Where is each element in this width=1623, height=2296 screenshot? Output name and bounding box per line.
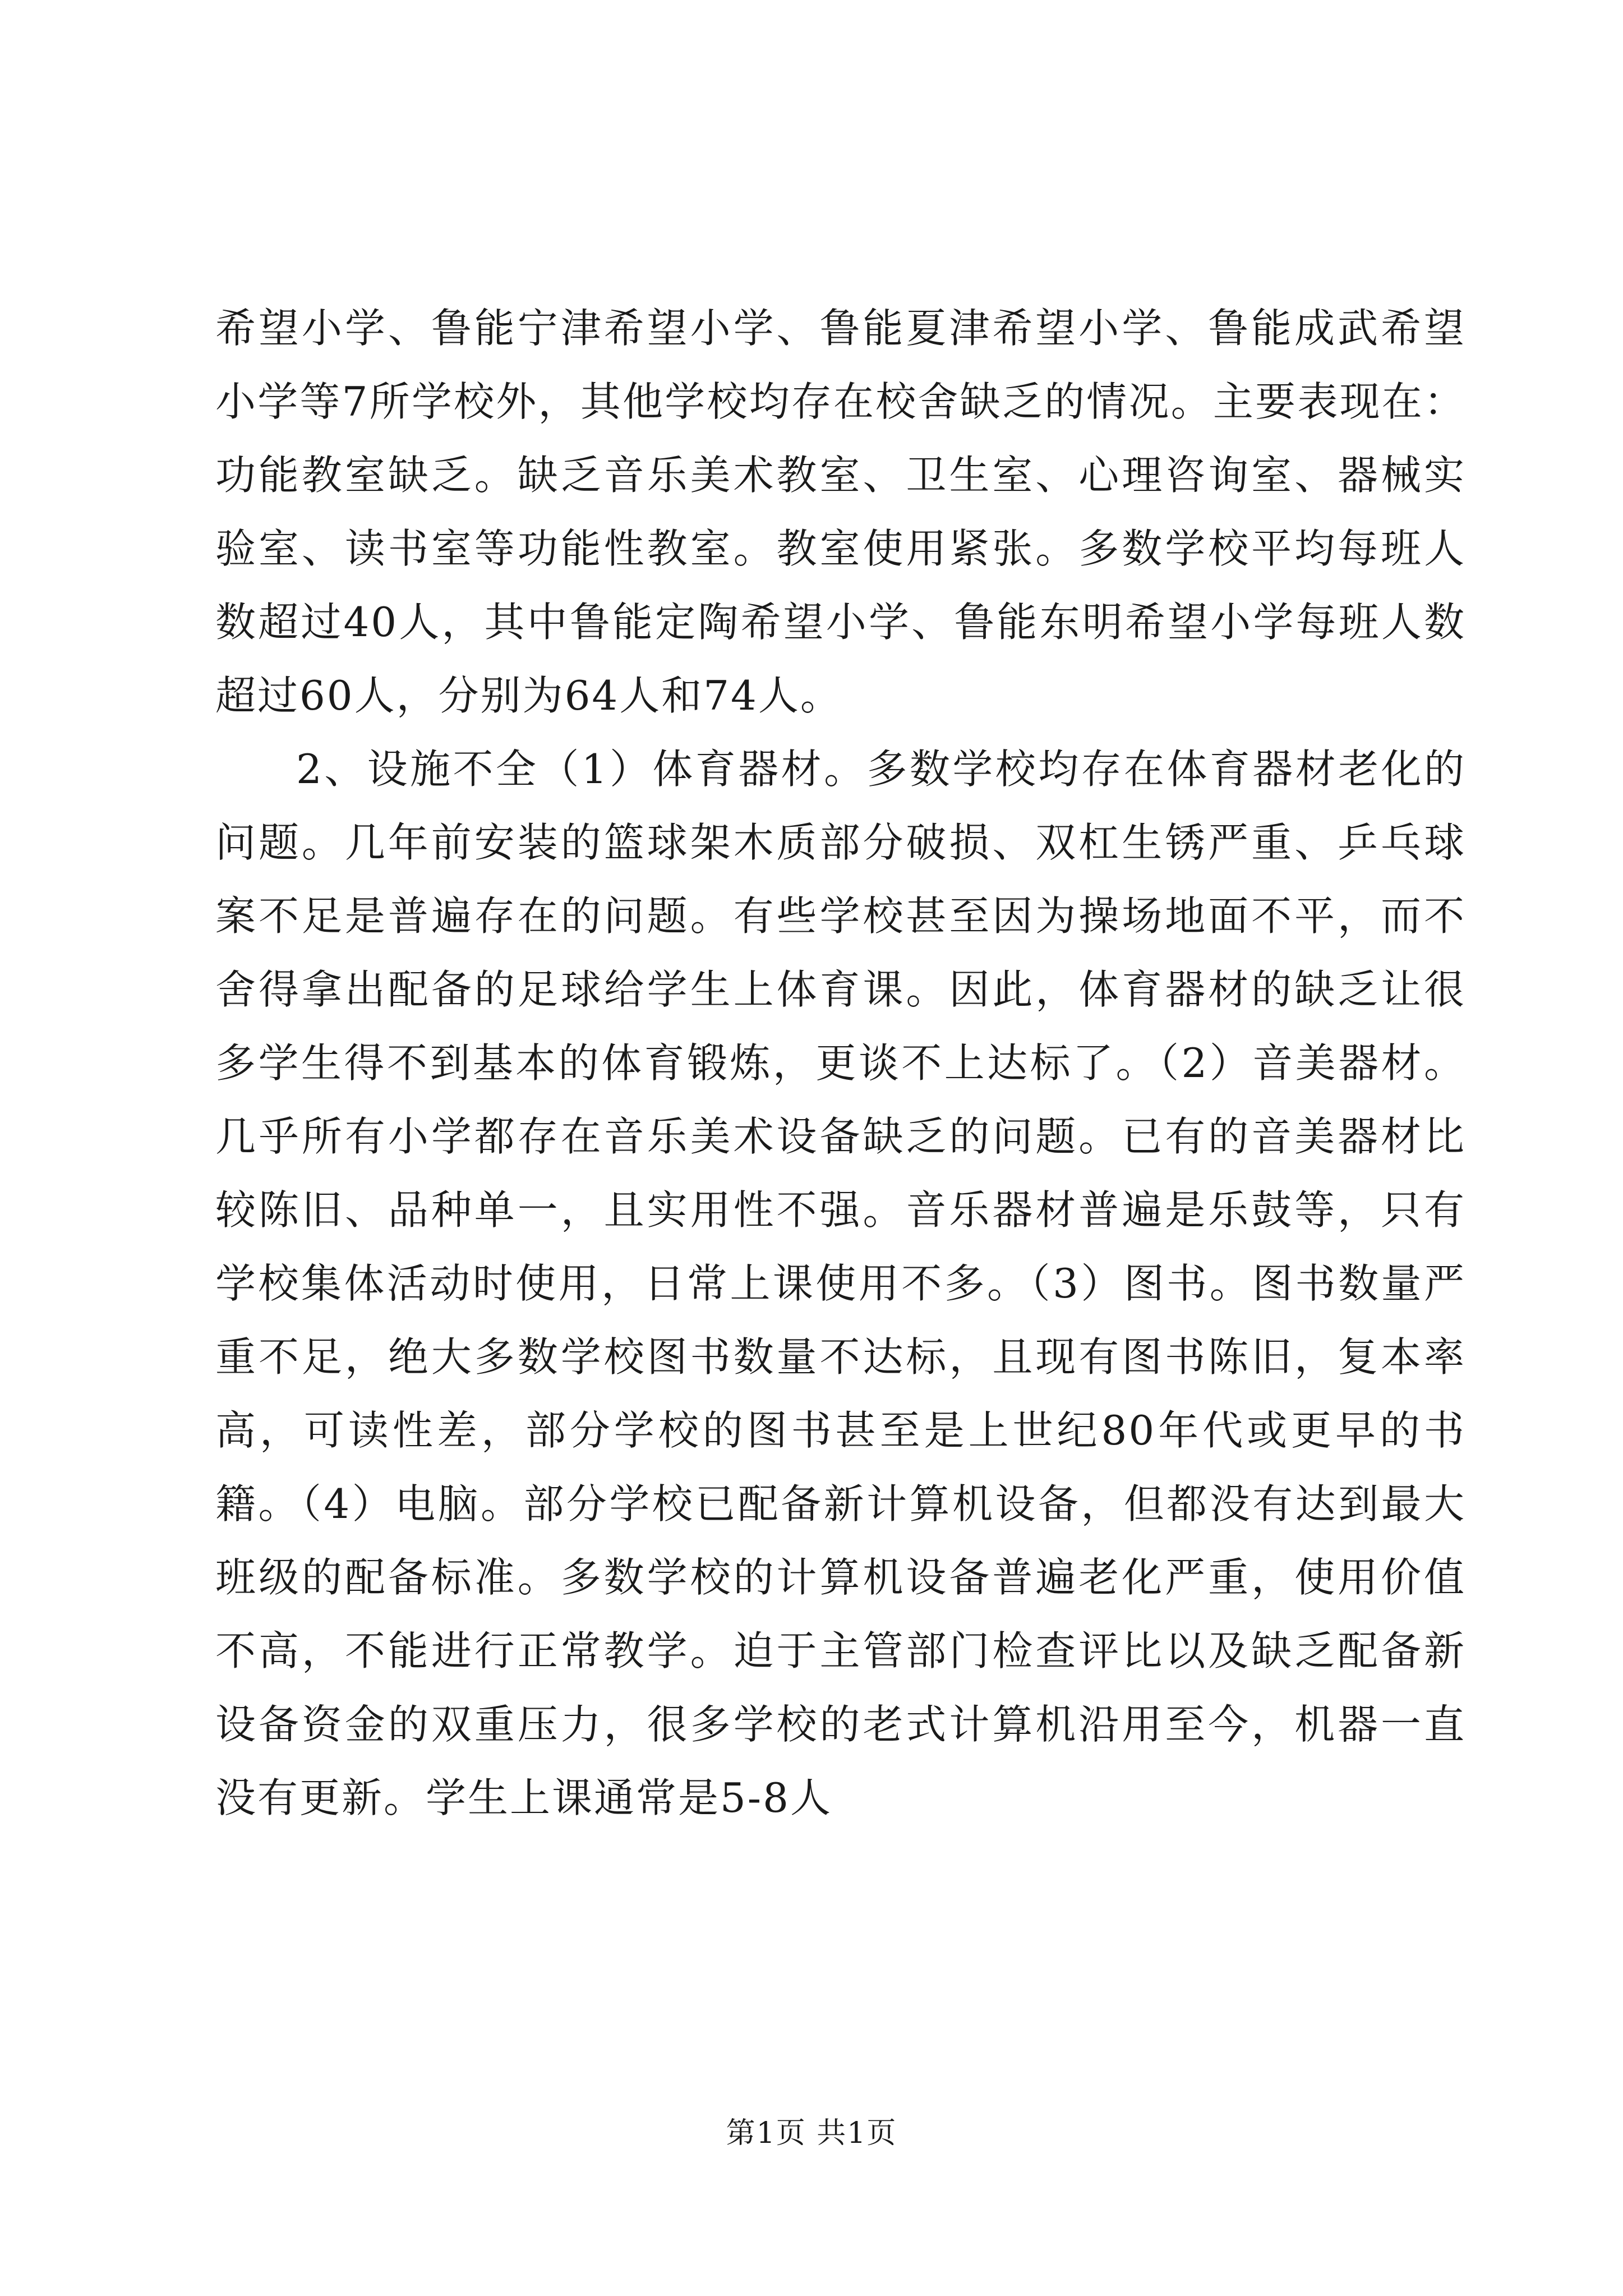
paragraph-1: 希望小学、鲁能宁津希望小学、鲁能夏津希望小学、鲁能成武希望小学等7所学校外，其他学校均存在校舍缺乏的情况。主要表现在：功能教室缺乏。缺乏音乐美术教室、卫生室、心理咨询室、器械实验室、读书室等功能性教室。教室使用紧张。多数学校平均每班人数超过40人，其中鲁能定陶希望小学、鲁能东明希望小学每班人数超过60人，分别为64人和74人。 <box>215 305 1466 719</box>
document-body <box>215 292 1466 1835</box>
page-footer: 第1页 共1页 <box>726 2116 897 2150</box>
paragraph-2: 2、设施不全（1）体育器材。多数学校均存在体育器材老化的问题。几年前安装的篮球架木质部分破损、双杠生锈严重、乒乓球案不足是普遍存在的问题。有些学校甚至因为操场地面不平，而不舍得拿出配备的足球给学生上体育课。因此，体育器材的缺乏让很多学生得不到基本的体育锻炼，更谈不上达标了。（2）音美器材。几乎所有小学都存在音乐美术设备缺乏的问题。已有的音美器材比较陈旧、品种单一，且实用性不强。音乐器材普遍是乐鼓等，只有学校集体活动时使用，日常上课使用不多。（3）图书。图书数量严重不足，绝大多数学校图书数量不达标，且现有图书陈旧，复本率高，可读性差，部分学校的图书甚至是上世纪80年代或更早的书籍。（4）电脑。部分学校已配备新计算机设备，但都没有达到最大班级的配备标准。多数学校的计算机设备普遍老化严重，使用价值不高，不能进行正常教学。迫于主管部门检查评比以及缺乏配备新设备资金的双重压力，很多学校的老式计算机沿用至今，机器一直没有更新。学生上课通常是5-8人 <box>215 746 1466 1821</box>
